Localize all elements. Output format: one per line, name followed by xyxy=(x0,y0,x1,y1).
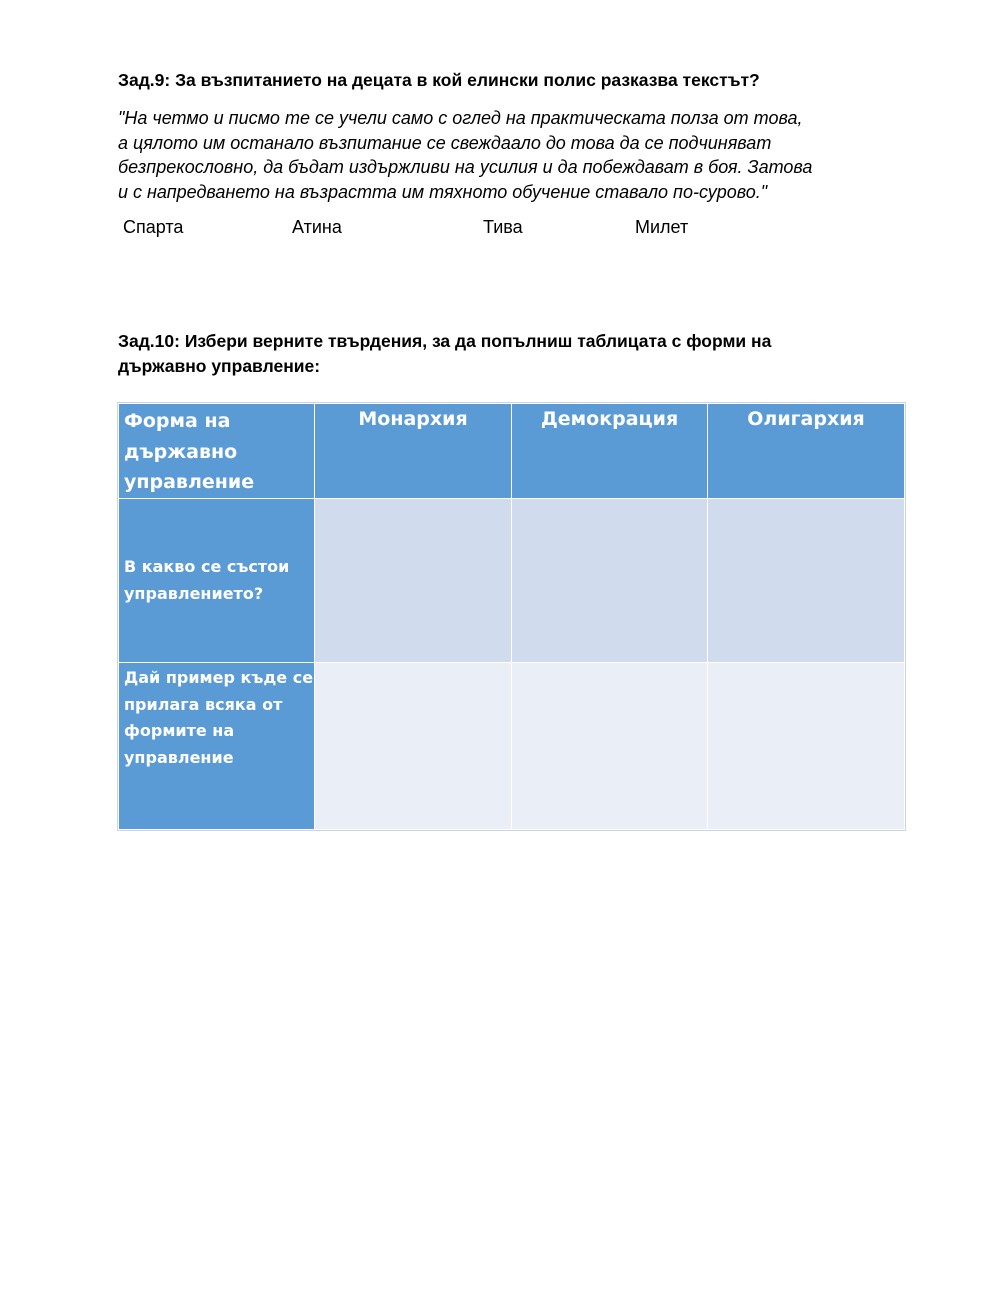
row-label-line: управление xyxy=(124,747,234,767)
government-forms-table xyxy=(118,403,905,830)
answer-option-athens[interactable]: Атина xyxy=(292,217,342,237)
row-label-line: формите на xyxy=(124,721,235,740)
row-label-line: управлението? xyxy=(124,583,264,603)
row-label-example xyxy=(119,663,315,830)
drop-cell-democracy-example[interactable] xyxy=(512,663,708,830)
header-government-form xyxy=(119,404,315,499)
answer-option-thebes[interactable]: Тива xyxy=(483,217,523,237)
header-label-line: управление xyxy=(124,471,255,493)
drop-cell-monarchy-example[interactable] xyxy=(315,663,512,830)
row-label-line: Дай пример къде се xyxy=(124,668,314,687)
drop-cell-oligarchy-example[interactable] xyxy=(708,663,905,830)
task10-title xyxy=(118,329,771,379)
drop-cell-democracy-governance[interactable] xyxy=(512,499,708,663)
task10-title-line: Зад.10: Избери верните твърдения, за да попълниш таблицата с форми на xyxy=(118,331,772,351)
header-label-line: Форма на xyxy=(124,410,231,432)
header-democracy: Демокрация xyxy=(512,404,708,499)
quote-line: а цялото им останало възпитание се свеждаало до това да се подчиняват xyxy=(118,132,772,153)
task9-quote xyxy=(118,106,908,204)
drop-cell-oligarchy-governance[interactable] xyxy=(708,499,905,663)
quote-line: и с напредването на възрастта им тяхното обучение ставало по-сурово." xyxy=(118,181,768,202)
task10-title-line: държавно управление: xyxy=(118,356,321,376)
row-label-line: прилага всяка от xyxy=(124,694,283,714)
answer-option-sparta[interactable]: Спарта xyxy=(123,217,184,237)
table-header-row xyxy=(119,404,905,499)
header-monarchy: Монархия xyxy=(315,404,512,499)
table-row xyxy=(119,499,905,663)
table-row xyxy=(119,663,905,830)
answer-option-miletus[interactable]: Милет xyxy=(635,217,689,237)
drop-cell-monarchy-governance[interactable] xyxy=(315,499,512,663)
header-oligarchy: Олигархия xyxy=(708,404,905,499)
task9-title: Зад.9: За възпитанието на децата в кой елински полис разказва текстът? xyxy=(118,70,760,90)
quote-line: безпрекословно, да бъдат издържливи на усилия и да побеждават в боя. Затова xyxy=(118,157,813,177)
header-label-line: държавно xyxy=(124,440,238,463)
quote-line: "На четмо и писмо те се учели само с оглед на практическата полза от това, xyxy=(118,108,803,128)
row-label-line: В какво се състои xyxy=(124,557,290,576)
row-label-governance xyxy=(119,499,315,663)
